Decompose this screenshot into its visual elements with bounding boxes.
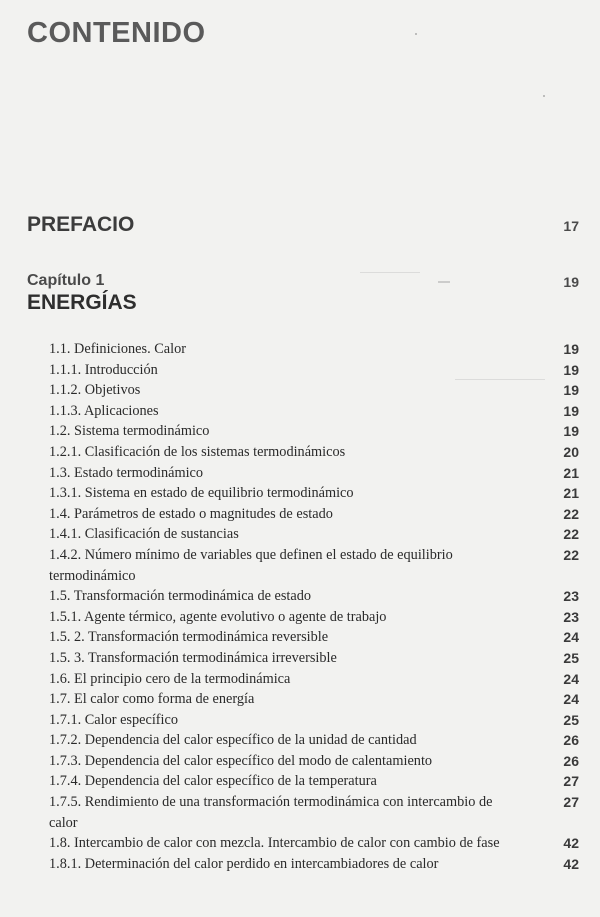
toc-entry-title: 1.6. El principio cero de la termodinámica [49, 670, 291, 687]
toc-entry-title: 1.5. Transformación termodinámica de estado [49, 588, 312, 605]
toc-entry [49, 854, 579, 875]
toc-entry-page: 27 [563, 794, 579, 811]
toc-entry [49, 771, 579, 792]
toc-entry-title: 1.3.1. Sistema en estado de equilibrio termodinámico [49, 485, 354, 502]
toc-entry-page: 26 [563, 752, 579, 769]
toc-entry-page: 20 [563, 443, 579, 460]
toc-entry-title: 1.4.2. Número mínimo de variables que definen el estado de equilibrio termodinámico [49, 546, 453, 584]
toc-list [49, 339, 579, 874]
toc-entry [49, 401, 579, 422]
scan-artifact [438, 281, 450, 283]
toc-entry-title: 1.4.1. Clasificación de sustancias [49, 526, 239, 543]
chapter-title: ENERGÍAS [27, 291, 137, 314]
chapter-page-number: 19 [563, 274, 579, 290]
toc-entry-page: 27 [563, 773, 579, 790]
toc-entry-page: 25 [563, 711, 579, 728]
toc-entry [49, 792, 579, 833]
toc-entry [49, 360, 579, 381]
prefacio-heading: PREFACIO [27, 213, 135, 236]
toc-entry [49, 730, 579, 751]
toc-entry-title: 1.7.2. Dependencia del calor específico de la unidad de cantidad [49, 732, 417, 749]
toc-entry-page: 19 [563, 361, 579, 378]
toc-entry [49, 442, 579, 463]
toc-entry-page: 19 [563, 402, 579, 419]
toc-entry-title: 1.7.5. Rendimiento de una transformación termodinámica con intercambio de calor [49, 794, 493, 831]
scan-artifact [415, 33, 417, 35]
toc-entry-title: 1.7. El calor como forma de energía [49, 691, 255, 708]
toc-entry-title: 1.5.1. Agente térmico, agente evolutivo o agente de trabajo [49, 608, 387, 625]
toc-entry-page: 22 [563, 546, 579, 563]
toc-entry [49, 648, 579, 669]
page-title: CONTENIDO [27, 17, 206, 49]
toc-entry-title: 1.7.4. Dependencia del calor específico de la temperatura [49, 773, 377, 790]
toc-entry-page: 25 [563, 649, 579, 666]
toc-entry-title: 1.5. 2. Transformación termodinámica reversible [49, 629, 329, 646]
toc-entry-page: 24 [563, 670, 579, 687]
toc-entry-page: 21 [563, 485, 579, 502]
toc-entry-title: 1.7.1. Calor específico [49, 711, 179, 728]
toc-entry-title: 1.1. Definiciones. Calor [49, 341, 186, 357]
toc-entry [49, 380, 579, 401]
toc-entry-title: 1.3. Estado termodinámico [49, 464, 204, 481]
toc-entry [49, 710, 579, 731]
toc-entry [49, 483, 579, 504]
toc-entry [49, 689, 579, 710]
toc-entry-title: 1.2. Sistema termodinámico [49, 423, 210, 440]
toc-entry-title: 1.1.1. Introducción [49, 361, 158, 378]
toc-entry-title: 1.2.1. Clasificación de los sistemas termodinámicos [49, 443, 346, 460]
toc-entry-title: 1.8.1. Determinación del calor perdido en intercambiadores de calor [49, 855, 439, 872]
toc-entry-title: 1.7.3. Dependencia del calor específico del modo de calentamiento [49, 752, 433, 769]
toc-entry-page: 24 [563, 629, 579, 646]
toc-entry-title: 1.5. 3. Transformación termodinámica irreversible [49, 649, 337, 666]
toc-entry-page: 22 [563, 526, 579, 543]
toc-entry [49, 586, 579, 607]
toc-entry-page: 42 [563, 855, 579, 872]
toc-entry [49, 669, 579, 690]
scan-artifact [455, 379, 545, 380]
toc-entry [49, 627, 579, 648]
toc-entry [49, 545, 579, 586]
toc-entry [49, 833, 579, 854]
scan-artifact [543, 95, 545, 97]
toc-entry-page: 19 [563, 423, 579, 440]
toc-entry-page: 19 [563, 341, 579, 357]
toc-entry-page: 42 [563, 835, 579, 852]
scan-artifact [360, 272, 420, 273]
toc-entry-page: 23 [563, 588, 579, 605]
toc-entry-page: 24 [563, 691, 579, 708]
toc-entry-page: 23 [563, 608, 579, 625]
toc-entry-page: 26 [563, 732, 579, 749]
toc-entry [49, 751, 579, 772]
toc-entry-title: 1.8. Intercambio de calor con mezcla. Intercambio de calor con cambio de fase [49, 835, 500, 852]
chapter-label: Capítulo 1 [27, 272, 105, 289]
toc-entry-page: 19 [563, 382, 579, 399]
toc-entry-title: 1.4. Parámetros de estado o magnitudes de estado [49, 505, 333, 522]
toc-entry [49, 421, 579, 442]
toc-entry [49, 607, 579, 628]
toc-entry-page: 21 [563, 464, 579, 481]
toc-entry [49, 504, 579, 525]
prefacio-page-number: 17 [563, 218, 579, 234]
toc-entry [49, 463, 579, 484]
toc-entry-title: 1.1.2. Objetivos [49, 382, 141, 399]
toc-entry [49, 339, 579, 360]
toc-entry [49, 524, 579, 545]
toc-entry-title: 1.1.3. Aplicaciones [49, 402, 159, 419]
toc-entry-page: 22 [563, 505, 579, 522]
